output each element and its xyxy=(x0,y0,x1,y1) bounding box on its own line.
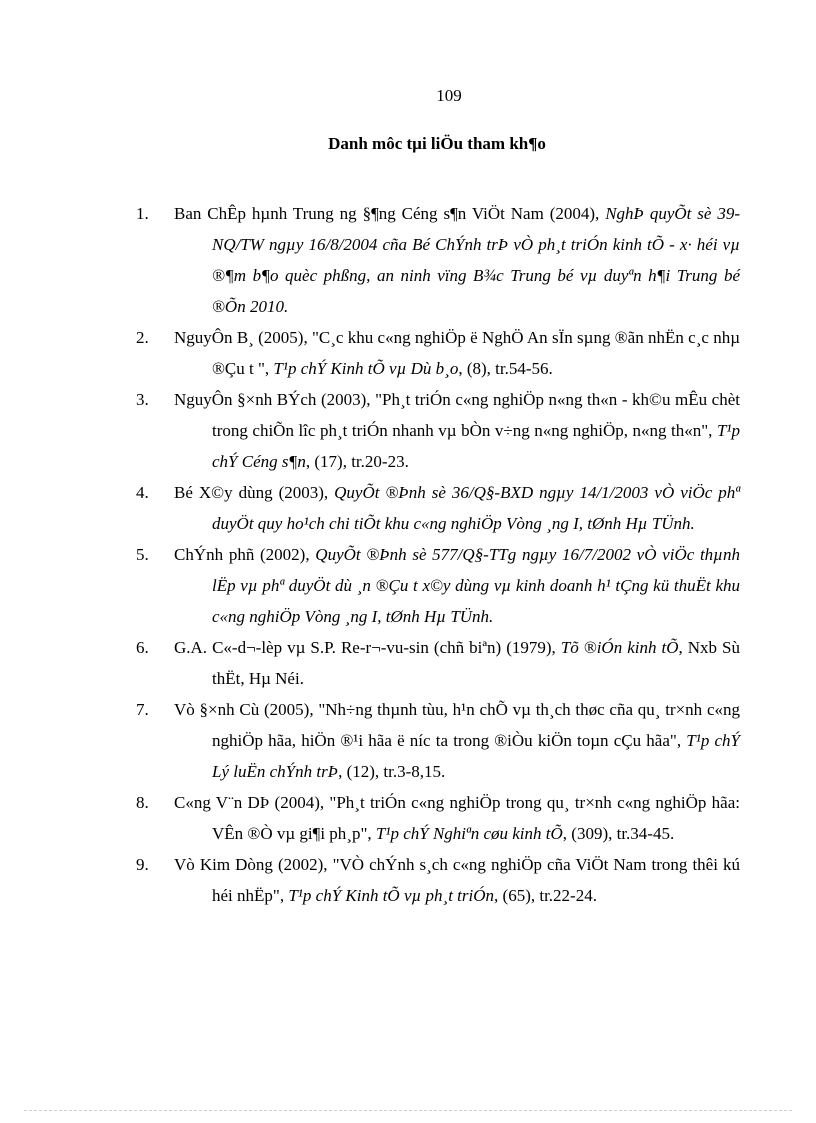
reference-text xyxy=(174,694,740,787)
reference-number: 6. xyxy=(136,638,149,657)
reference-segment: C«ng V¨n DÞ (2004), "Ph¸t triÓn c«ng nghiÖp trong qu¸ tr×nh c«ng nghiÖp hãa: VÊn ®Ò vµ gi¶i ph¸p", xyxy=(174,793,740,843)
reference-item xyxy=(132,322,740,384)
reference-number: 8. xyxy=(136,793,149,812)
reference-title: Tõ ®iÓn kinh tÕ xyxy=(560,638,679,657)
reference-title: T¹p chÝ Lý luËn chÝnh trÞ xyxy=(212,731,740,781)
reference-segment: , (309), tr.34-45. xyxy=(562,824,675,843)
reference-segment: NguyÔn §×nh BÝch (2003), "Ph¸t triÓn c«ng nghiÖp n«ng th«n - kh©u mÊu chèt trong chiÕn lîc ph¸t triÓn nhanh vµ bÒn v÷ng n«ng nghiÖp, n«ng th«n", xyxy=(174,390,740,440)
reference-segment: , (12), tr.3-8,15. xyxy=(338,762,446,781)
reference-number: 4. xyxy=(136,483,149,502)
reference-text xyxy=(174,787,740,849)
reference-title: QuyÕt ®Þnh sè 577/Q§-TTg ngµy 16/7/2002 vÒ viÖc thµnh lËp vµ phª duyÖt dù ¸n ®Çu t x©y dùng vµ kinh doanh h¹ tÇng kü thuËt khu c«ng nghiÖp Vòng ¸ng I, tØnh Hµ TÜnh. xyxy=(212,545,740,626)
reference-number: 3. xyxy=(136,390,149,409)
reference-number: 7. xyxy=(136,700,149,719)
reference-segment: Bé X©y dùng (2003), xyxy=(174,483,335,502)
reference-item xyxy=(132,384,740,477)
reference-title: NghÞ quyÕt sè 39-NQ/TW ngµy 16/8/2004 cña Bé ChÝnh trÞ vÒ ph¸t triÓn kinh tÕ - x· héi vµ ®¶m b¶o quèc phßng, an ninh vïng B¾c Trung bé vµ duyªn h¶i Trung bé ®Õn 2010. xyxy=(212,204,740,316)
reference-segment: , (8), tr.54-56. xyxy=(458,359,553,378)
reference-item xyxy=(132,694,740,787)
reference-item xyxy=(132,477,740,539)
reference-item xyxy=(132,539,740,632)
reference-list xyxy=(132,198,740,911)
reference-number: 9. xyxy=(136,855,149,874)
reference-text xyxy=(174,322,740,384)
reference-item xyxy=(132,632,740,694)
page-title: Danh môc tµi liÖu tham kh¶o xyxy=(328,134,546,153)
reference-number: 1. xyxy=(136,204,149,223)
page-number: 109 xyxy=(436,86,462,105)
reference-text xyxy=(174,539,740,632)
reference-title: T¹p chÝ Kinh tÕ vµ Dù b¸o xyxy=(273,359,459,378)
reference-segment: G.A. C«-d¬-lèp vµ S.P. Re-r¬-vu-sin (chñ biªn) (1979), xyxy=(174,638,561,657)
reference-number: 2. xyxy=(136,328,149,347)
reference-segment: Vò §×nh Cù (2005), "Nh÷ng thµnh tùu, h¹n chÕ vµ th¸ch thøc cña qu¸ tr×nh c«ng nghiÖp hãa, hiÖn ®¹i hãa ë níc ta trong ®iÒu kiÖn toµn cÇu hãa", xyxy=(174,700,740,750)
reference-item xyxy=(132,787,740,849)
reference-title: T¹p chÝ Nghiªn cøu kinh tÕ xyxy=(375,824,563,843)
reference-segment: Vò Kim Dòng (2002), "VÒ chÝnh s¸ch c«ng nghiÖp cña ViÖt Nam trong thêi kú héi nhËp", xyxy=(174,855,740,905)
reference-text xyxy=(174,384,740,477)
reference-item xyxy=(132,198,740,322)
reference-title: QuyÕt ®Þnh sè 36/Q§-BXD ngµy 14/1/2003 vÒ viÖc phª duyÖt quy ho¹ch chi tiÕt khu c«ng nghiÖp Vòng ¸ng I, tØnh Hµ TÜnh. xyxy=(212,483,740,533)
reference-segment: NguyÔn B¸ (2005), "C¸c khu c«ng nghiÖp ë NghÖ An sÏn sµng ®ãn nhËn c¸c nhµ ®Çu t ", xyxy=(174,328,740,378)
reference-number: 5. xyxy=(136,545,149,564)
reference-segment: , (17), tr.20-23. xyxy=(305,452,409,471)
reference-title: T¹p chÝ Kinh tÕ vµ ph¸t triÓn xyxy=(288,886,495,905)
page-bottom-divider xyxy=(24,1110,792,1111)
reference-text xyxy=(174,198,740,322)
reference-text xyxy=(174,632,741,694)
reference-segment: , Nxb Sù thËt, Hµ Néi. xyxy=(212,638,741,688)
reference-segment: Ban ChÊp hµnh Trung ng §¶ng Céng s¶n ViÖt Nam (2004), xyxy=(174,204,606,223)
reference-segment: ChÝnh phñ (2002), xyxy=(174,545,316,564)
reference-title: T¹p chÝ Céng s¶n xyxy=(212,421,740,471)
reference-text xyxy=(174,849,740,911)
reference-text xyxy=(174,477,740,539)
reference-item xyxy=(132,849,740,911)
reference-segment: , (65), tr.22-24. xyxy=(494,886,597,905)
